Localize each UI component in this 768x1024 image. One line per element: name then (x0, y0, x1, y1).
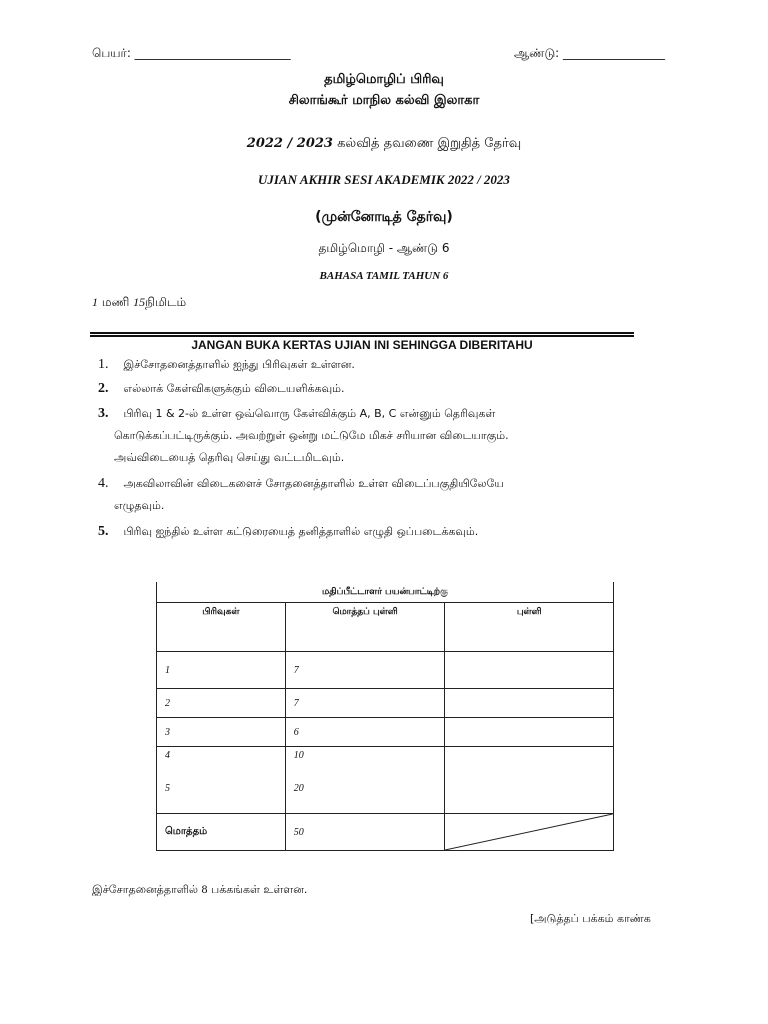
marks-cell[interactable] (445, 718, 614, 747)
duration-hours: 1 (92, 295, 98, 309)
section-cell: 3 (157, 718, 286, 747)
instruction-4 (98, 473, 608, 517)
total-value: 50 (285, 814, 445, 851)
page-count-suffix: பக்கங்கள் உள்ளன. (211, 883, 308, 896)
total-label: மொத்தம் (157, 814, 286, 851)
duration-minutes: 15 (133, 295, 146, 309)
warning-banner: JANGAN BUKA KERTAS UJIAN INI SEHINGGA DIBERITAHU (191, 338, 533, 352)
exam-year: 2022 / 2023 (246, 136, 333, 151)
total-4: 10 (293, 750, 304, 761)
exam-name-tamil: கல்வித் தவணை இறுதித் தேர்வு (337, 136, 522, 151)
section-cell: 1 (157, 652, 286, 689)
instruction-number: 3. (98, 406, 109, 421)
table-row (157, 718, 614, 747)
instruction-text: பிரிவு 1 & 2-ல் உள்ள ஒவ்வொரு கேள்விக்கும் A, B, C என்னும் தெரிவுகள் (123, 407, 496, 420)
instruction-3 (98, 403, 608, 469)
section-cell (157, 747, 286, 814)
table-row (157, 689, 614, 718)
instruction-5 (98, 521, 608, 543)
instruction-text: எல்லாக் கேள்விகளுக்கும் விடையளிக்கவும். (123, 382, 345, 395)
diagonal-cell (445, 814, 614, 851)
total-5: 20 (293, 783, 304, 794)
duration-hour-word: மணி (101, 295, 130, 309)
section-4: 4 (165, 750, 170, 761)
next-page-note: [அடுத்தப் பக்கம் காண்க (530, 912, 651, 925)
marks-table-caption: மதிப்பீட்டாளர் பயன்பாட்டிற்கு (157, 582, 614, 603)
instruction-number: 1. (98, 357, 109, 372)
header-sections: பிரிவுகள் (157, 603, 286, 652)
table-row (157, 747, 614, 814)
department-title: தமிழ்மொழிப் பிரிவு (324, 72, 444, 87)
marks-cell[interactable] (445, 652, 614, 689)
duration (92, 295, 186, 311)
instruction-number: 5. (98, 524, 109, 539)
exam-title-tamil (0, 136, 768, 152)
page-count-number: 8 (201, 882, 208, 896)
duration-minute-word: நிமிடம் (145, 295, 187, 309)
total-cell: 7 (285, 652, 445, 689)
exam-title-malay: UJIAN AKHIR SESI AKADEMIK 2022 / 2023 (258, 172, 510, 187)
instruction-text: அவ்விடையைத் தெரிவு செய்து வட்டமிடவும். (114, 451, 345, 464)
instruction-text: எழுதவும். (114, 499, 165, 512)
state-education-title: சிலாங்கூர் மாநில கல்வி இலாகா (288, 93, 480, 108)
instruction-text: அகவிலாவின் விடைகளைச் சோதனைத்தாளில் உள்ள விடைப்பகுதியிலேயே (123, 477, 504, 490)
name-field-label: பெயர்: __________________________ (92, 46, 291, 60)
header-total-marks: மொத்தப் புள்ளி (285, 603, 445, 652)
instruction-1 (98, 354, 608, 376)
section-cell: 2 (157, 689, 286, 718)
instruction-number: 2. (98, 381, 109, 396)
divider-thick-second (90, 335, 634, 337)
instruction-text: கொடுக்கப்பட்டிருக்கும். அவற்றுள் ஒன்று மட்டுமே மிகச் சரியான விடையாகும். (114, 429, 509, 442)
total-cell: 7 (285, 689, 445, 718)
trial-exam-label: (முன்னோடித் தேர்வு) (315, 209, 453, 225)
marks-cell[interactable] (445, 689, 614, 718)
subject-tamil: தமிழ்மொழி - ஆண்டு 6 (318, 241, 450, 255)
header-marks: புள்ளி (445, 603, 614, 652)
table-row (157, 652, 614, 689)
divider-thick (90, 332, 634, 334)
page-count-prefix: இச்சோதனைத்தாளில் (92, 883, 199, 896)
year-field-label: ஆண்டு: _________________ (514, 46, 666, 60)
instruction-text: பிரிவு ஐந்தில் உள்ள கட்டுரையைத் தனித்தாளில் எழுதி ஒப்படைக்கவும். (123, 525, 479, 538)
section-5: 5 (165, 783, 170, 794)
instruction-2 (98, 378, 608, 400)
instruction-text: இச்சோதனைத்தாளில் ஐந்து பிரிவுகள் உள்ளன. (123, 358, 355, 371)
marks-cell[interactable] (445, 747, 614, 814)
diagonal-line (445, 814, 613, 850)
total-cell: 6 (285, 718, 445, 747)
table-total-row (157, 814, 614, 851)
instruction-number: 4. (98, 476, 109, 491)
page-count-note (92, 882, 307, 898)
subject-malay: BAHASA TAMIL TAHUN 6 (319, 270, 449, 282)
marks-table (156, 582, 614, 851)
total-cell (285, 747, 445, 814)
